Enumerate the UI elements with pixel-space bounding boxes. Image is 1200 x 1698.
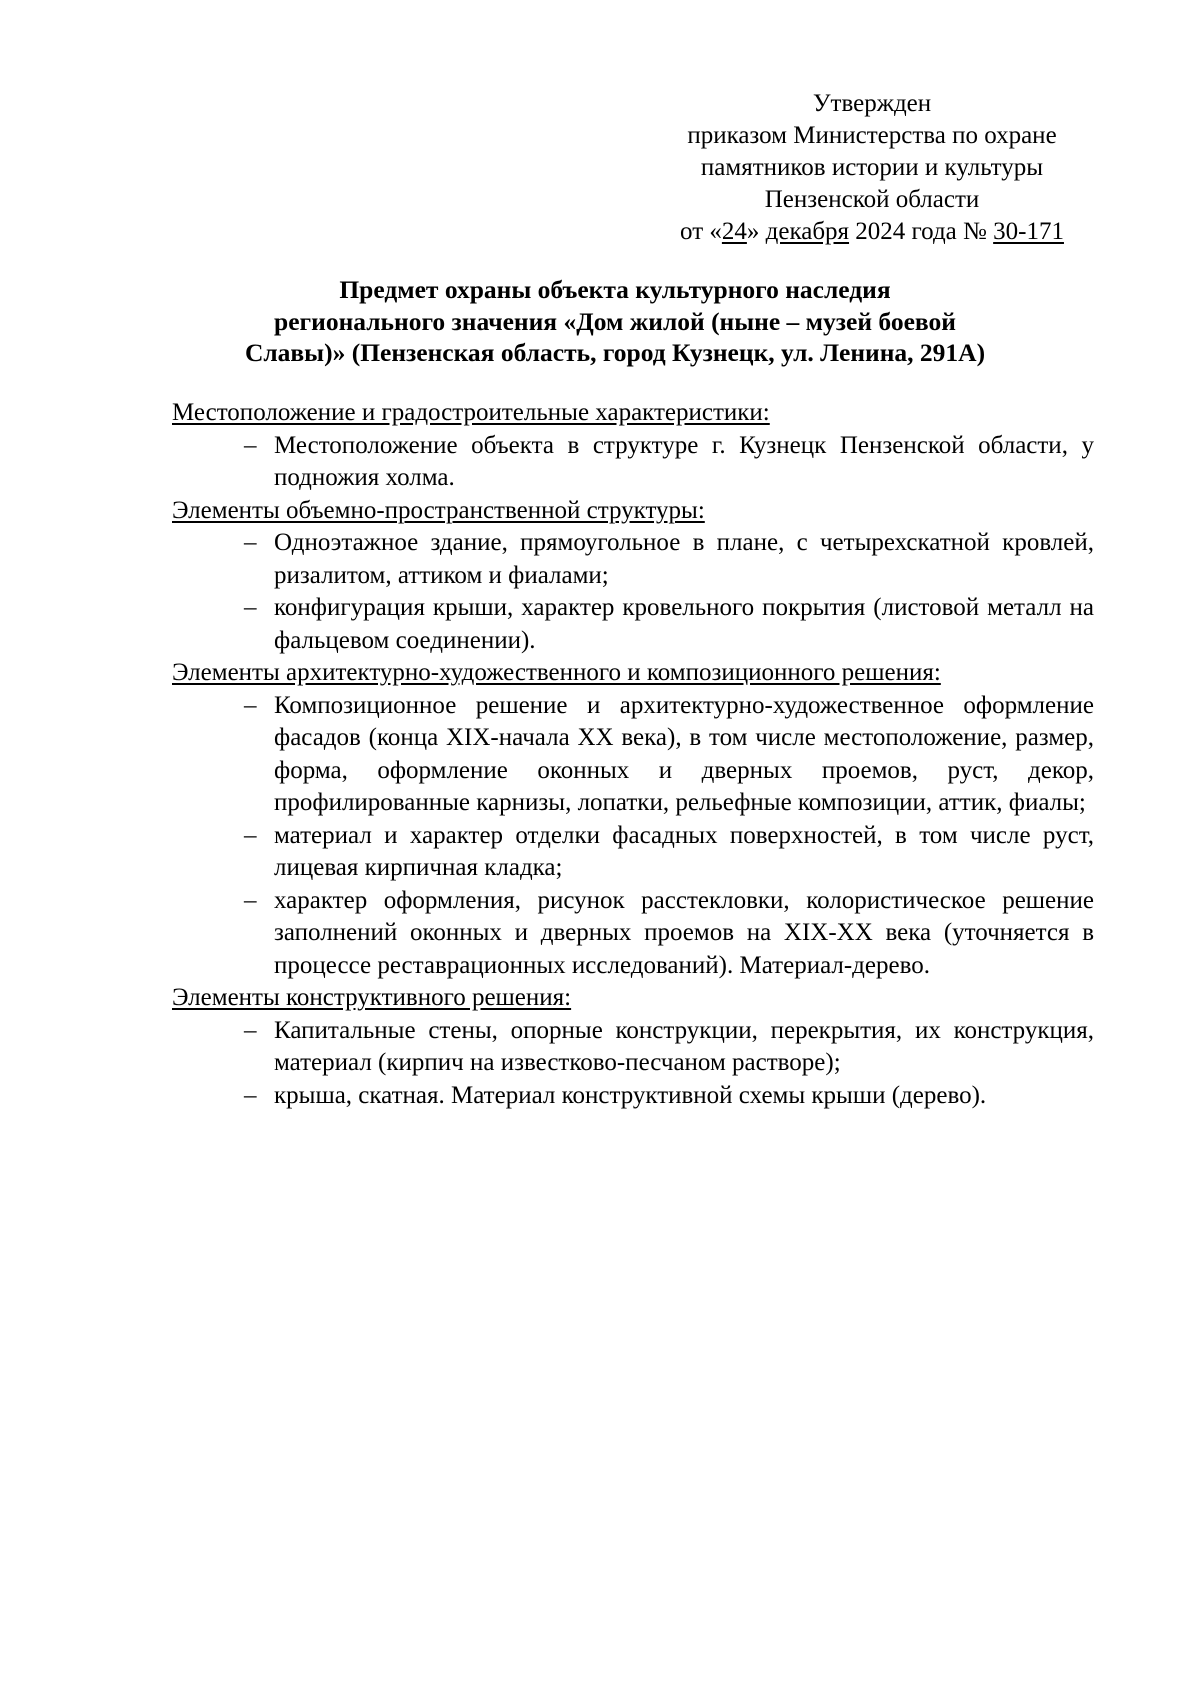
list-item (172, 527, 1094, 592)
item-list (172, 690, 1094, 983)
approval-line: Утвержден (812, 90, 932, 117)
date-prefix: от « (680, 218, 722, 245)
item-text: Капитальные стены, опорные конструкции, перекрытия, их конструкция, материал (кирпич на известково-песчаном растворе); (274, 1016, 1094, 1076)
list-item (172, 885, 1094, 983)
list-item (172, 430, 1094, 495)
approval-date-line (650, 216, 1094, 248)
list-item (172, 1015, 1094, 1080)
order-number: 30-171 (993, 218, 1064, 245)
list-item (172, 592, 1094, 657)
item-list (172, 527, 1094, 657)
approval-line: Пензенской области (764, 186, 980, 213)
title-line: Предмет охраны объекта культурного наследия (339, 275, 891, 304)
dash-bullet: – (244, 1016, 257, 1044)
section-structural-solution (172, 982, 1094, 1112)
item-list (172, 1015, 1094, 1113)
dash-bullet: – (244, 431, 257, 459)
section-architectural-solution (172, 657, 1094, 982)
dash-bullet: – (244, 529, 257, 556)
section-heading: Элементы архитектурно-художественного и композиционного решения: (172, 659, 941, 686)
list-item (172, 690, 1094, 820)
section-heading: Местоположение и градостроительные характеристики: (172, 399, 770, 426)
order-month: декабря (765, 218, 850, 245)
approval-line: памятников истории и культуры (700, 154, 1044, 181)
title-line: регионального значения «Дом жилой (ныне – музей боевой (274, 306, 956, 336)
title-line: Славы)» (Пензенская область, город Кузнецк, ул. Ленина, 291А) (244, 338, 986, 367)
list-item (172, 1080, 1094, 1113)
date-mid: » (746, 218, 766, 245)
item-list (172, 430, 1094, 495)
item-text: Композиционное решение и архитектурно-художественное оформление фасадов (конца XIX-начала XX века), в том числе местоположение, размер, форма, оформление оконных и дверных проемов, руст, декор, профилированные карнизы, лопатки, рельефные композиции, аттик, фиалы; (274, 691, 1094, 816)
section-heading: Элементы конструктивного решения: (172, 984, 572, 1011)
document-body (172, 397, 1094, 1112)
order-day: 24 (721, 218, 747, 245)
item-text: материал и характер отделки фасадных поверхностей, в том числе руст, лицевая кирпичная кладка; (274, 821, 1094, 881)
approval-stamp (650, 88, 1094, 248)
item-text: крыша, скатная. Материал конструктивной схемы крыши (дерево). (274, 1081, 987, 1109)
item-text: конфигурация крыши, характер кровельного покрытия (листовой металл на фальцевом соединении). (274, 594, 1094, 654)
item-text: Одноэтажное здание, прямоугольное в плане, с четырехскатной кровлей, ризалитом, аттиком и фиалами; (274, 529, 1094, 589)
approval-line: приказом Министерства по охране (687, 122, 1057, 149)
section-spatial-structure (172, 495, 1094, 658)
dash-bullet: – (244, 886, 257, 914)
section-location (172, 397, 1094, 495)
date-suffix: 2024 года № (849, 218, 994, 245)
dash-bullet: – (244, 691, 257, 719)
item-text: Местоположение объекта в структуре г. Кузнецк Пензенской области, у подножия холма. (274, 431, 1094, 491)
section-heading: Элементы объемно-пространственной структуры: (172, 496, 705, 524)
item-text: характер оформления, рисунок расстекловки, колористическое решение заполнений оконных и дверных проемов на XIX-XX века (уточняется в процессе реставрационных исследований). Материал-дерево. (274, 886, 1094, 979)
dash-bullet: – (244, 821, 257, 849)
dash-bullet: – (244, 594, 257, 621)
document-title (160, 274, 1070, 369)
dash-bullet: – (244, 1081, 257, 1109)
list-item (172, 820, 1094, 885)
